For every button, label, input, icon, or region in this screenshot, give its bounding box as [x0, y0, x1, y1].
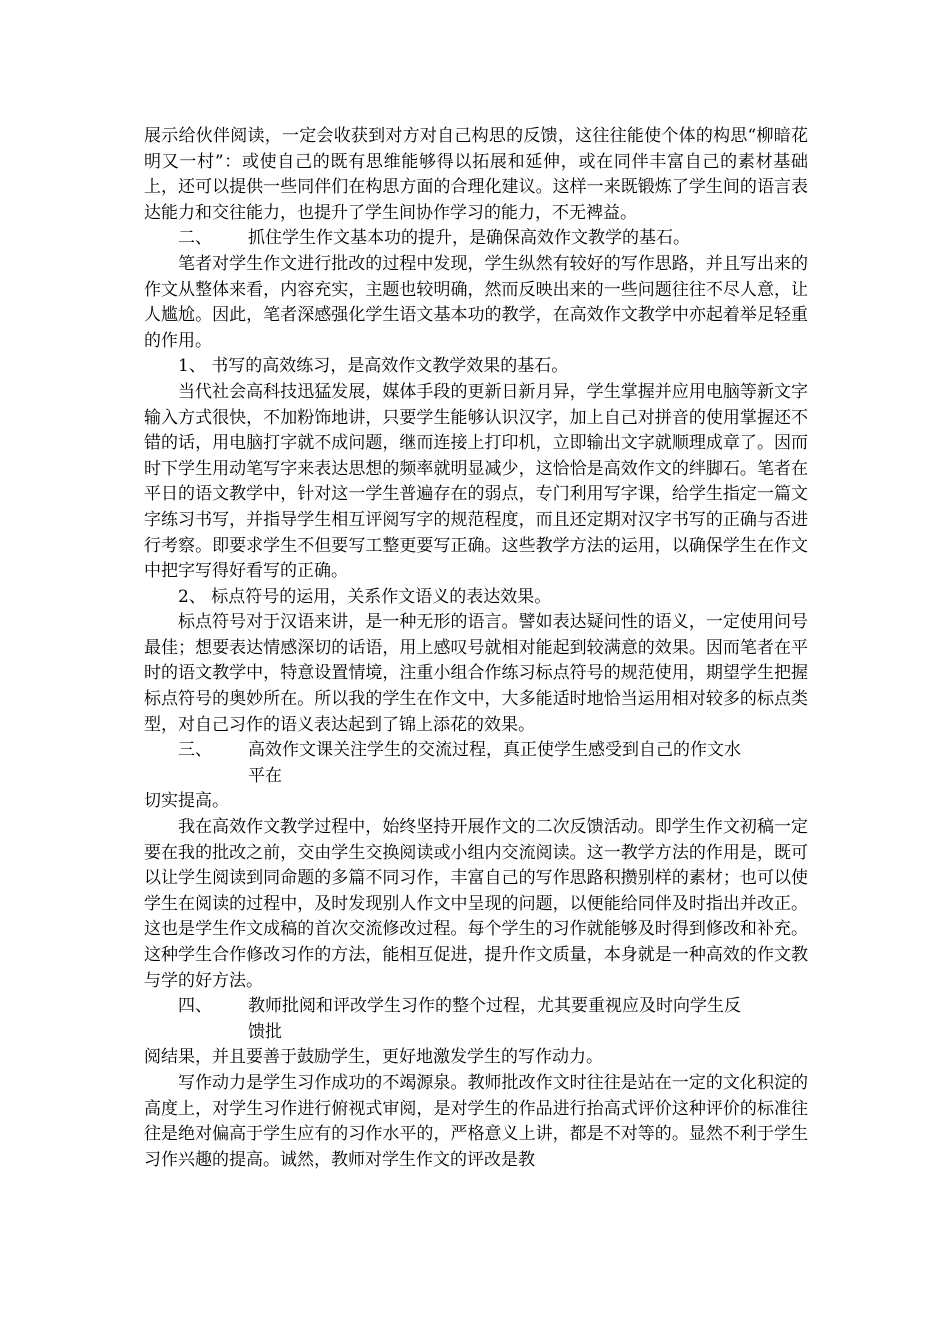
- section-heading-2: [144, 226, 808, 252]
- paragraph: 标点符号对于汉语来讲，是一种无形的语言。譬如表达疑问性的语义，一定使用问号最佳；想要表达情感深切的话语，用上感叹号就相对能起到较满意的效果。因而笔者在平时的语文教学中，特意设置情境，注重小组合作练习标点符号的规范使用，期望学生把握标点符号的奥妙所在。所以我的学生在作文中，大多能适时地恰当运用相对较多的标点类型，对自己习作的语义表达起到了锦上添花的效果。: [144, 612, 808, 735]
- section-number: 二、: [178, 228, 212, 249]
- section-title-continuation: 阅结果，并且要善于鼓励学生，更好地激发学生的写作动力。: [144, 1047, 603, 1068]
- paragraph: 笔者对学生作文进行批改的过程中发现，学生纵然有较好的写作思路，并且写出来的作文从整体来看，内容充实，主题也较明确，然而反映出来的一些问题往往不尽人意，让人尴尬。因此，笔者深感强化学生语文基本功的教学，在高效作文教学中亦起着举足轻重的作用。: [144, 253, 808, 351]
- subsection-heading-1: 1、 书写的高效练习，是高效作文教学效果的基石。: [178, 356, 569, 377]
- section-title-continuation: 切实提高。: [144, 791, 229, 812]
- subsection-heading-2: 2、 标点符号的运用，关系作文语义的表达效果。: [178, 586, 552, 607]
- section-title-line: 馈批: [248, 1021, 282, 1042]
- section-title: 抓住学生作文基本功的提升，是确保高效作文教学的基石。: [248, 228, 690, 249]
- paragraph: 写作动力是学生习作成功的不竭源泉。教师批改作文时往往是站在一定的文化积淀的高度上，对学生习作进行俯视式审阅，是对学生的作品进行抬高式评价这种评价的标准往往是绝对偏高于学生应有的习作水平的，严格意义上讲，都是不对等的。显然不利于学生习作兴趣的提高。诚然，教师对学生作文的评改是教: [144, 1072, 808, 1170]
- section-title: [248, 738, 808, 789]
- paragraph: 当代社会高科技迅猛发展，媒体手段的更新日新月异，学生掌握并应用电脑等新文字输入方式很快，不加粉饰地讲，只要学生能够认识汉字，加上自己对拼音的使用掌握还不错的话，用电脑打字就不成问题，继而连接上打印机，立即输出文字就顺理成章了。因而时下学生用动笔写字来表达思想的频率就明显减少，这恰恰是高效作文的绊脚石。笔者在平日的语文教学中，针对这一学生普遍存在的弱点，专门利用写字课，给学生指定一篇文字练习书写，并指导学生相互评阅写字的规范程度，而且还定期对汉字书写的正确与否进行考察。即要求学生不但要写工整更要写正确。这些教学方法的运用，以确保学生在作文中把字写得好看写的正确。: [144, 381, 808, 582]
- section-number: 四、: [178, 996, 212, 1017]
- section-title-line: 平在: [248, 765, 282, 786]
- paragraph: 展示给伙伴阅读，一定会收获到对方对自己构思的反馈，这往往能使个体的构思“柳暗花明又一村”：或使自己的既有思维能够得以拓展和延伸，或在同伴丰富自己的素材基础上，还可以提供一些同伴们在构思方面的合理化建议。这样一来既锻炼了学生间的语言表达能力和交往能力，也提升了学生间协作学习的能力，不无裨益。: [144, 126, 808, 223]
- section-number: 三、: [178, 740, 212, 761]
- section-heading-4: [144, 994, 808, 1045]
- section-title-line: 教师批阅和评改学生习作的整个过程，尤其要重视应及时向学生反: [248, 996, 741, 1017]
- section-title-line: 高效作文课关注学生的交流过程，真正使学生感受到自己的作文水: [248, 740, 741, 761]
- document-body: [144, 124, 808, 1173]
- section-title: [248, 994, 808, 1045]
- section-heading-3: [144, 738, 808, 789]
- paragraph: 我在高效作文教学过程中，始终坚持开展作文的二次反馈活动。即学生作文初稿一定要在我的批改之前，交由学生交换阅读或小组内交流阅读。这一教学方法的作用是，既可以让学生阅读到同命题的多篇不同习作，丰富自己的写作思路积攒别样的素材；也可以使学生在阅读的过程中，及时发现别人作文中呈现的问题，以便能给同伴及时指出并改正。这也是学生作文成稿的首次交流修改过程。每个学生的习作就能够及时得到修改和补充。这种学生合作修改习作的方法，能相互促进，提升作文质量，本身就是一种高效的作文教与学的好方法。: [144, 817, 808, 991]
